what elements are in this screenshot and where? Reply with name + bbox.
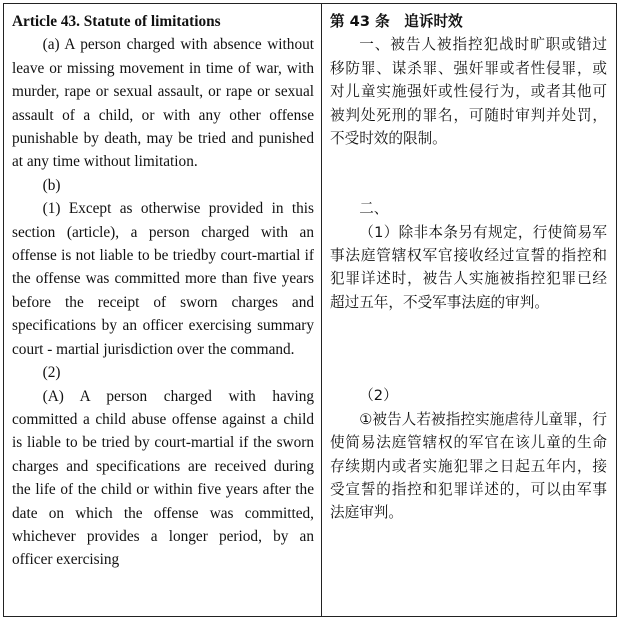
chinese-spacer	[330, 338, 607, 361]
english-column	[4, 4, 322, 616]
english-article-heading: Article 43. Statute of limitations	[12, 13, 221, 30]
english-paragraph-b1: (1) Except as otherwise provided in this section (article), a person charged with an offense is not liable to be triedby court-martial if the offense was committed more than five years before the receipt of sworn charges and specifications by an officer exercising summary court - martial jurisdiction over the command.	[12, 200, 314, 358]
chinese-paragraph-1: 一、被告人被指控犯战时旷职或错过移防罪、谋杀罪、强奸罪或者性侵罪，或对儿童实施强奸或性侵行为，或者其他可被判处死刑的罪名，可随时审判并处罚，不受时效的限制。	[330, 36, 607, 148]
chinese-spacer	[330, 361, 607, 384]
chinese-paragraph-2-2-1: ①被告人若被指控实施虐待儿童罪，行使简易法庭管辖权的军官在该儿童的生命存续期内或者实施犯罪之日起五年内，接受宣誓的指控和犯罪详述的，可以由军事法庭审判。	[330, 410, 607, 522]
chinese-spacer	[330, 150, 607, 173]
english-paragraph-b2a: (A) A person charged with having committed a child abuse offense against a child is liable to be tried by court-martial if the sworn charges and specifications are received during the life of the child or within five years after the date on which the offense was committed, whichever provides a longer period, by an officer exercising	[12, 387, 314, 569]
chinese-spacer	[330, 174, 607, 197]
chinese-paragraph-2-2-label: （2）	[359, 387, 398, 405]
chinese-column	[322, 4, 616, 616]
english-paragraph-b-label: (b)	[42, 176, 61, 194]
chinese-paragraph-2-label: 二、	[359, 200, 389, 218]
bilingual-statute-table	[3, 3, 617, 617]
chinese-paragraph-2-1: （1）除非本条另有规定，行使简易军事法庭管辖权军官接收经过宣誓的指控和犯罪详述时，被告人实施被指控犯罪已经超过五年，不受军事法庭的审判。	[330, 223, 607, 311]
chinese-spacer	[330, 314, 607, 337]
english-paragraph-b2-label: (2)	[42, 364, 61, 382]
chinese-article-heading: 第 43 条 追诉时效	[330, 13, 463, 30]
english-paragraph-a: (a) A person charged with absence without leave or missing movement in time of war, with murder, rape or sexual assault, or rape or sexual assault of a child, or with any other offense punishable by death, may be tried and punished at any time without limitation.	[12, 36, 314, 171]
